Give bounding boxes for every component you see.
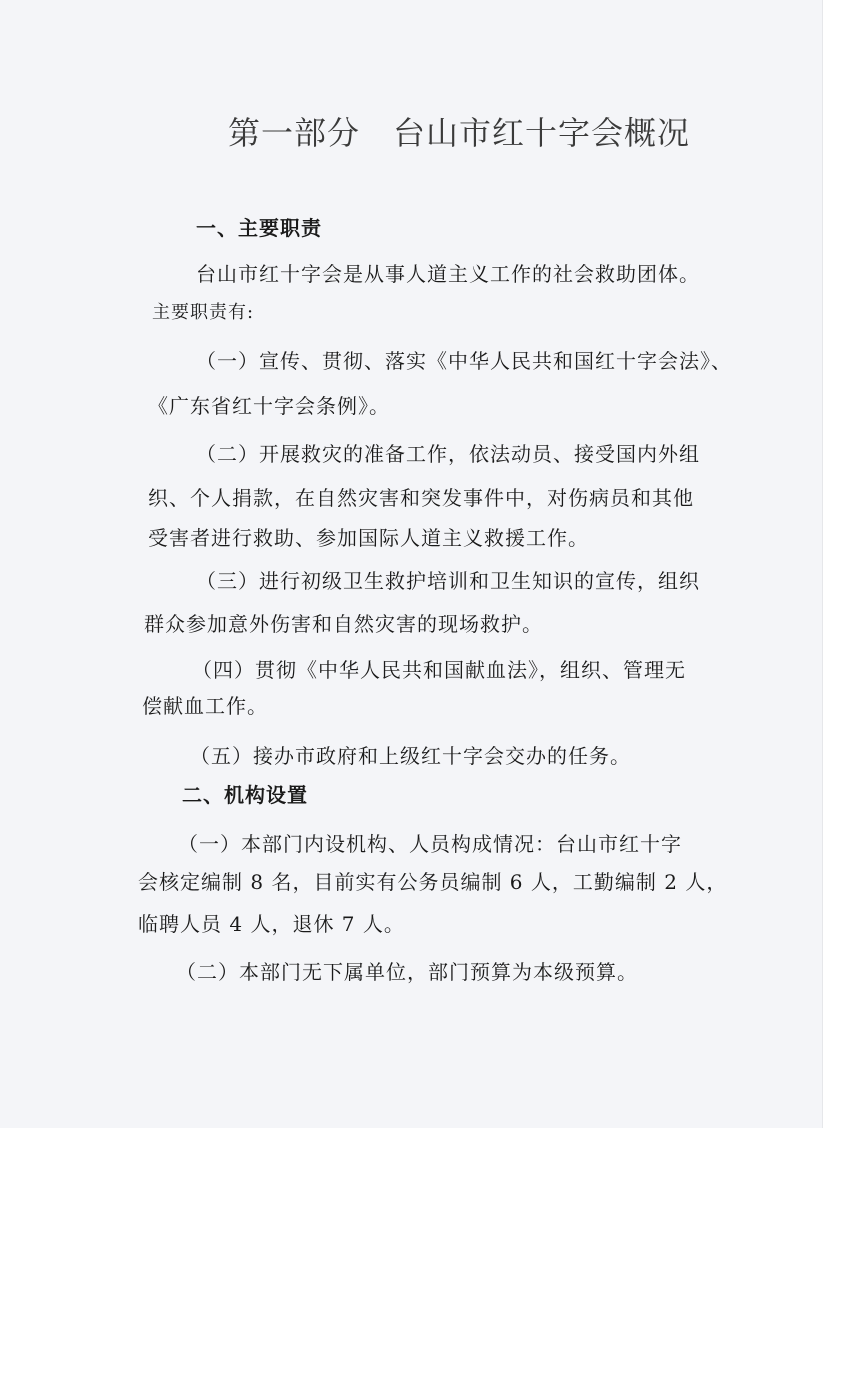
paragraph-line: （一）宣传、贯彻、落实《中华人民共和国红十字会法》、 — [196, 349, 732, 373]
paragraph-line: 《广东省红十字会条例》。 — [148, 394, 390, 418]
section-heading-structure: 二、机构设置 — [182, 783, 308, 807]
paragraph-line: 偿献血工作。 — [142, 694, 268, 718]
paragraph-line: （二）本部门无下属单位，部门预算为本级预算。 — [176, 960, 638, 984]
page-title: 第一部分 台山市红十字会概况 — [228, 114, 691, 152]
section-heading-duties: 一、主要职责 — [196, 216, 322, 240]
paragraph-line: （二）开展救灾的准备工作，依法动员、接受国内外组 — [196, 442, 700, 466]
paragraph-line: 织、个人捐款，在自然灾害和突发事件中，对伤病员和其他 — [148, 486, 694, 510]
paragraph-line: 会核定编制 8 名，目前实有公务员编制 6 人，工勤编制 2 人， — [138, 870, 728, 894]
paragraph-line: 受害者进行救助、参加国际人道主义救援工作。 — [148, 526, 589, 550]
paragraph-line: 主要职责有: — [152, 302, 255, 323]
paragraph-line: 临聘人员 4 人，退休 7 人。 — [138, 912, 405, 936]
paragraph-line: 群众参加意外伤害和自然灾害的现场救护。 — [144, 612, 543, 636]
paragraph-line: （四）贯彻《中华人民共和国献血法》，组织、管理无 — [192, 658, 686, 682]
paragraph-line: （五）接办市政府和上级红十字会交办的任务。 — [190, 744, 631, 768]
paragraph-line: （三）进行初级卫生救护培训和卫生知识的宣传，组织 — [196, 569, 700, 593]
paragraph-line: （一）本部门内设机构、人员构成情况：台山市红十字 — [178, 832, 682, 856]
paragraph-line: 台山市红十字会是从事人道主义工作的社会救助团体。 — [196, 262, 700, 286]
